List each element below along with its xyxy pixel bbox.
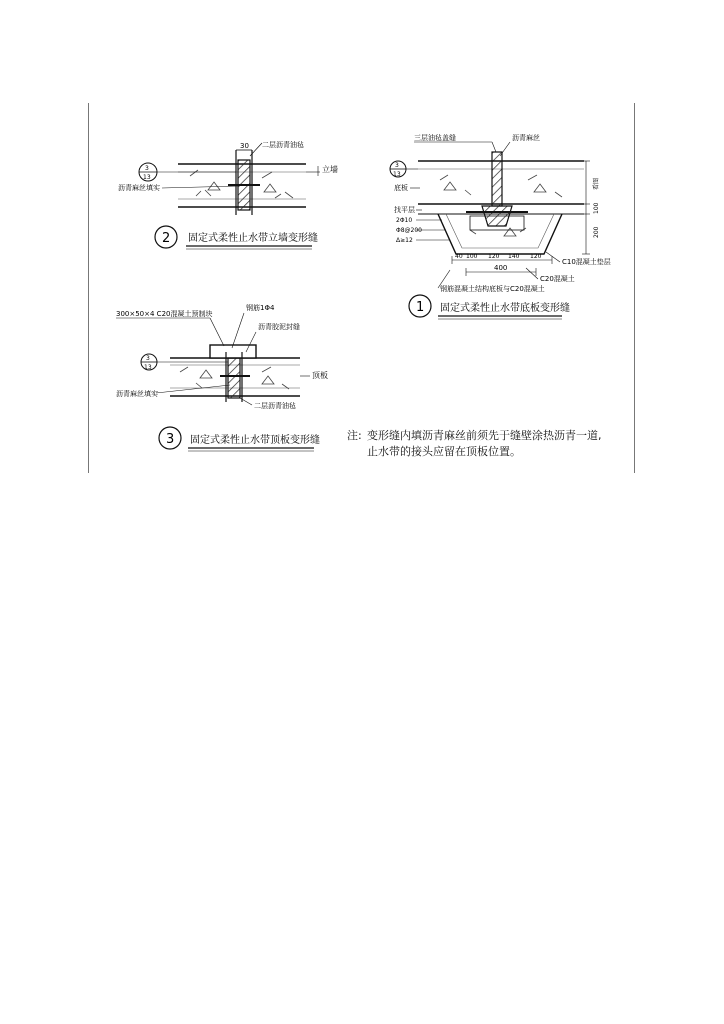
d3-title: 固定式柔性止水带顶板变形缝: [190, 435, 320, 446]
d1-dim-c: 120: [488, 253, 500, 260]
note-prefix: 注:: [347, 429, 362, 442]
d1-dim-vert-200: 200: [593, 226, 600, 238]
detail-2: [118, 140, 338, 249]
d2-label-wall: 立墙: [322, 165, 338, 174]
d1-label-felt-top: 三层油毡盖缝: [414, 134, 456, 142]
d1-label-layer2: Φ8@200: [396, 227, 422, 234]
d3-label-roof: 顶板: [312, 371, 328, 380]
d1-dim-a: 40: [455, 253, 463, 260]
d2-dim-top: 30: [240, 142, 249, 150]
d1-label-layer3: Δ≥12: [396, 237, 413, 244]
d3-label-steel: 钢筋1Φ4: [246, 304, 275, 312]
detail-1: [390, 133, 611, 319]
d3-number: 3: [166, 432, 175, 447]
d1-dim-b: 100: [466, 253, 478, 260]
d1-ref-top: 3: [395, 162, 399, 169]
d1-label-slab: 底板: [394, 184, 408, 192]
d1-dim-e: 120: [530, 253, 542, 260]
d2-label-felt: 二层沥青油毡: [262, 141, 304, 149]
d1-dim-d: 140: [508, 253, 520, 260]
d2-number: 2: [162, 231, 171, 246]
d1-label-layer1: 2Φ10: [396, 217, 413, 224]
d1-dim-total: 400: [494, 264, 508, 272]
design-note: [347, 428, 627, 460]
d2-ref-top: 3: [145, 165, 149, 172]
d2-label-filler: 沥青麻丝填实: [118, 184, 160, 192]
d2-title: 固定式柔性止水带立墙变形缝: [188, 233, 318, 244]
d3-label-seal: 沥青胶泥封缝: [258, 323, 300, 331]
d1-number: 1: [416, 300, 425, 315]
d1-ref-bottom: 13: [393, 171, 401, 178]
d1-label-cushion: C10混凝土垫层: [562, 258, 611, 266]
note-line-2: 止水带的接头应留在顶板位置。: [367, 445, 521, 458]
d3-joint-filler: [228, 358, 240, 398]
d1-label-bottom-note: 钢筋混凝土结构底板与C20混凝土: [440, 285, 545, 293]
d3-label-felt: 二层沥青油毡: [254, 402, 296, 410]
d1-joint-filler: [492, 152, 502, 206]
d3-label-filler: 沥青麻丝填实: [116, 390, 158, 398]
d1-label-c20: C20混凝土: [540, 275, 575, 283]
d3-precast-block: [210, 345, 256, 358]
d3-ref-top: 3: [146, 355, 150, 362]
d2-ref-bottom: 13: [143, 174, 151, 181]
d1-dim-right-top: 看图: [593, 177, 600, 190]
d1-label-asphalt: 沥青麻丝: [512, 134, 540, 142]
d1-title: 固定式柔性止水带底板变形缝: [440, 303, 570, 314]
d1-dim-vert-100: 100: [593, 202, 600, 214]
d3-ref-bottom: 13: [144, 364, 152, 371]
note-line-1: 变形缝内填沥青麻丝前须先于缝壁涂热沥青一道,: [367, 429, 602, 442]
d3-label-cover: 300×50×4 C20混凝土预制块: [116, 310, 213, 318]
d1-label-screed: 找平层: [394, 206, 415, 214]
detail-3: [116, 303, 328, 451]
